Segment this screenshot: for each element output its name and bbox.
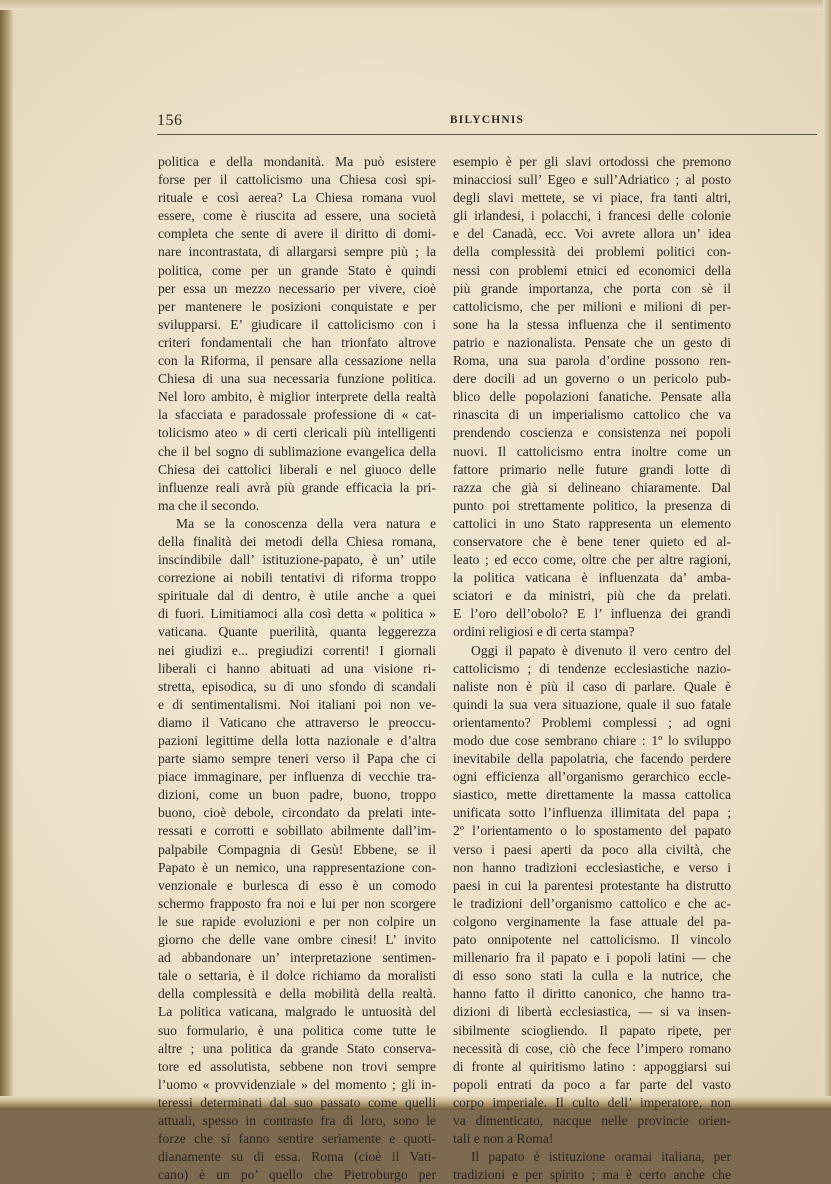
text-line: tolicismo ateo » di certi clericali più intelligenti bbox=[158, 425, 436, 441]
text-line: di fuori. Limitiamoci alla così detta « politica » bbox=[158, 606, 436, 622]
text-line: leato ; ed ecco come, oltre che per altre ragioni, bbox=[453, 552, 731, 568]
text-line: non hanno tradizioni ecclesiastiche, e verso i bbox=[453, 859, 731, 875]
text-line: della complessità e della mobilità della realtà. bbox=[158, 986, 436, 1002]
text-line: fattore primario nelle future grandi lotte di bbox=[453, 461, 731, 477]
text-line: La politica vaticana, malgrado le untuosità del bbox=[158, 1004, 436, 1020]
text-line: inevitabile della papolatria, che facendo perdere bbox=[453, 751, 731, 767]
text-line: piace immaginare, per influenza di vecchie tra- bbox=[158, 769, 436, 785]
text-line: schermo frapposto fra noi e lui per non scorgere bbox=[158, 895, 436, 911]
text-line: liberali ci hanno abituati ad una visione ri- bbox=[158, 660, 436, 676]
text-line: gli irlandesi, i polacchi, i francesi delle colonie bbox=[453, 208, 731, 224]
page-top-edge bbox=[0, 0, 831, 10]
text-line: suo formulario, è una politica come tutte le bbox=[158, 1022, 436, 1038]
text-line: diamo il Vaticano che attraverso le preoccu- bbox=[158, 714, 436, 730]
text-line: giorno che delle vane ombre cinesi! L’ invito bbox=[158, 932, 436, 948]
text-line: cattolicismo ; di tendenze ecclesiastiche nazio- bbox=[453, 660, 731, 676]
text-line: ma che il secondo. bbox=[158, 497, 260, 513]
text-line: nei giudizi e... pregiudizi correnti! I giornali bbox=[158, 642, 436, 658]
text-line: influenze reali avrà più grande efficacia la pri- bbox=[158, 479, 436, 495]
text-line: siastico, mette direttamente la massa cattolica bbox=[453, 787, 731, 803]
text-line: la sfacciata e paradossale professione di « cat- bbox=[158, 407, 436, 423]
text-line: vaticana. Quante puerilità, quanta leggerezza bbox=[158, 624, 436, 640]
text-line: Ma se la conoscenza della vera natura e bbox=[176, 515, 436, 531]
header-rule bbox=[157, 134, 817, 135]
text-line: spirituale dal di dentro, è utile anche a quei bbox=[158, 588, 436, 604]
text-line: millenario fra il papato e i popoli latini — che bbox=[453, 950, 731, 966]
text-line: forze che si fanno sentire seriamente e quoti- bbox=[158, 1131, 436, 1147]
text-line: verso i paesi aperti da poco alla civiltà, che bbox=[453, 841, 731, 857]
text-line: dizioni, come un buon padre, buono, troppo bbox=[158, 787, 436, 803]
text-line: unificata sotto l’influenza illimitata del papa ; bbox=[453, 805, 731, 821]
text-line: pato onnipotente nel cattolicismo. Il vincolo bbox=[453, 932, 731, 948]
text-line: Papato è un nemico, una rappresentazione con- bbox=[158, 859, 436, 875]
text-line: Oggi il papato è divenuto il vero centro del bbox=[471, 642, 731, 658]
text-line: le tradizioni dell’organismo cattolico e che ac- bbox=[453, 895, 731, 911]
text-line: corpo imperiale. Il culto dell’ imperatore, non bbox=[453, 1094, 731, 1110]
text-line: conservatore che è bene tener quieto ed al- bbox=[453, 533, 731, 549]
text-line: Roma, una sua parola d’ordine possono ren- bbox=[453, 353, 731, 369]
text-line: della complessità dei problemi politici con- bbox=[453, 244, 731, 260]
text-line: degli slavi mettete, se vi piace, fra tanti altri, bbox=[453, 190, 731, 206]
text-line: correzione ai nobili tentativi di riforma troppo bbox=[158, 570, 436, 586]
text-line: di fronte al quiritismo latino : appoggiarsi sui bbox=[453, 1058, 731, 1074]
text-line: criteri fondamentali che han trionfato altrove bbox=[158, 334, 436, 350]
text-line: tali e non a Roma! bbox=[453, 1131, 554, 1147]
text-line: rinascita di un imperialismo cattolico che va bbox=[453, 407, 731, 423]
text-line: altre ; una politica da grande Stato conserva- bbox=[158, 1040, 436, 1056]
page-gutter-shadow bbox=[0, 0, 14, 1110]
text-line: hanno fatto il diritto canonico, che hanno tra- bbox=[453, 986, 731, 1002]
text-line: teressi determinati dal suo passato come quelli bbox=[158, 1094, 436, 1110]
text-line: Chiesa dei cattolici liberali e nel giuoco delle bbox=[158, 461, 436, 477]
page-right-edge bbox=[823, 0, 831, 1110]
text-line: esempio è per gli slavi ortodossi che premono bbox=[453, 154, 731, 169]
text-line: per essa un mezzo necessario per vivere, cioè bbox=[158, 280, 436, 296]
text-line: 2º l’orientamento o lo spostamento del papato bbox=[453, 823, 731, 839]
text-line: politica, come per un grande Stato è quindi bbox=[158, 262, 436, 278]
text-line: blico delle popolazioni fanatiche. Pensate alla bbox=[453, 389, 731, 405]
text-line: Nel loro ambito, è miglior interprete della realtà bbox=[158, 389, 436, 405]
text-line: nuovi. Il cattolicismo entra inoltre come un bbox=[453, 443, 731, 459]
text-line: ogni efficienza all’organismo gerarchico eccle- bbox=[453, 769, 731, 785]
text-line: attuali, spesso in contrasto fra di loro, sono le bbox=[158, 1112, 436, 1128]
page-number: 156 bbox=[157, 112, 183, 129]
text-line: la politica vaticana è influenzata da’ amba- bbox=[453, 570, 731, 586]
text-line: rituale e così aerea? La Chiesa romana vuol bbox=[158, 190, 436, 206]
text-line: colgono verginamente la fase attuale del pa- bbox=[453, 913, 731, 929]
text-line: stretta, episodica, su di uno sfondo di scandali bbox=[158, 678, 436, 694]
text-line: va dimenticato, nacque nelle provincie orien- bbox=[453, 1112, 731, 1128]
text-line: razza che già si delineano chiaramente. Dal bbox=[453, 479, 731, 495]
text-line: orientamento? Problemi complessi ; ad ogni bbox=[453, 714, 731, 730]
text-line: completa che sente di avere il diritto di domi- bbox=[158, 226, 436, 242]
text-line: della finalità dei metodi della Chiesa romana, bbox=[158, 533, 436, 549]
text-line: minacciosi sull’ Egeo e sull’Adriatico ; al posto bbox=[453, 172, 731, 188]
text-line: necessità di cose, ciò che fece l’impero romano bbox=[453, 1040, 731, 1056]
text-line: con la Riforma, il pensare alla cessazione nella bbox=[158, 353, 436, 369]
text-line: le sue rapide evoluzioni e per non colpire un bbox=[158, 913, 436, 929]
text-line: nare incontrastata, di allargarsi sempre più ; la bbox=[158, 244, 436, 260]
text-line: e di sentimentalismi. Noi italiani poi non ve- bbox=[158, 696, 436, 712]
text-line: punto poi strettamente politico, la presenza di bbox=[453, 497, 731, 513]
text-line: essere, come è riuscita ad essere, una società bbox=[158, 208, 436, 224]
text-line: ad abbandonare un’ interpretazione sentimen- bbox=[158, 950, 436, 966]
text-line: sibilmente sciogliendo. Il papato ripete, per bbox=[453, 1022, 731, 1038]
text-line: più grande importanza, che porta con sè il bbox=[453, 280, 731, 296]
left-text-column bbox=[158, 153, 436, 1184]
text-line: tradizioni e per spirito ; ma è certo anche che bbox=[453, 1167, 731, 1183]
text-line: per mantenere le posizioni conquistate e per bbox=[158, 298, 436, 314]
text-line: tore ed assolutista, sebbene non trovi sempre bbox=[158, 1058, 436, 1074]
text-line: cattolici in uno Stato rappresenta un elemento bbox=[453, 515, 731, 531]
text-line: inscindibile dall’ istituzione-papato, è un’ utile bbox=[158, 552, 436, 568]
text-line: dizioni di libertà ecclesiastica, — si va insen- bbox=[453, 1004, 731, 1020]
text-line: nessi con problemi etnici ed economici della bbox=[453, 262, 731, 278]
text-line: dianamente su di essa. Roma (cioè il Vati- bbox=[158, 1149, 436, 1165]
text-line: Il papato è istituzione oramai italiana, per bbox=[471, 1149, 731, 1165]
text-line: modo due cose sembrano chiare : 1º lo sviluppo bbox=[453, 733, 731, 748]
text-line: prendendo coscienza e consistenza nei popoli bbox=[453, 425, 731, 441]
text-line: ordini religiosi e di certa stampa? bbox=[453, 624, 635, 640]
text-line: cano) è un po’ quello che Pietroburgo per bbox=[158, 1167, 436, 1183]
text-line: tale o settaria, è il dolce richiamo da moralisti bbox=[158, 968, 436, 984]
text-line: popoli entrati da poco a far parte del vasto bbox=[453, 1076, 731, 1092]
running-header bbox=[157, 112, 817, 134]
text-line: che il bel sogno di sublimazione evangelica della bbox=[158, 443, 436, 459]
text-line: politica e della mondanità. Ma può esistere bbox=[158, 154, 436, 169]
text-line: buono, cioè debole, circondato da prelati inte- bbox=[158, 805, 436, 821]
text-line: forse per il cattolicismo una Chiesa così spi- bbox=[158, 172, 436, 188]
text-line: parte siamo sempre teneri verso il Papa che ci bbox=[158, 751, 436, 767]
text-line: e del Canadà, ecc. Voi avrete allora un’ idea bbox=[453, 226, 731, 242]
text-line: sone ha la stessa influenza che il sentimento bbox=[453, 316, 731, 332]
text-line: l’uomo « provvidenziale » del momento ; gli in- bbox=[158, 1076, 436, 1092]
text-line: di esso sono stati la culla e la nutrice, che bbox=[453, 968, 731, 984]
text-line: paesi in cui la parentesi protestante ha distrutto bbox=[453, 877, 731, 893]
text-line: cattolicismo, che per milioni e milioni di per- bbox=[453, 298, 731, 314]
text-line: naliste non è più il caso di parlare. Quale è bbox=[453, 678, 731, 694]
text-line: palpabile Compagnia di Gesù! Ebbene, se il bbox=[158, 841, 436, 857]
text-line: pazioni legittime della lotta nazionale e d’altra bbox=[158, 733, 436, 748]
text-line: dere docili ad un governo o un pericolo pub- bbox=[453, 371, 731, 387]
text-line: Chiesa di una sua necessaria funzione politica. bbox=[158, 371, 436, 387]
right-text-column bbox=[453, 153, 731, 1184]
text-line: sciatori e da ministri, più che da prelati. bbox=[453, 588, 731, 604]
running-title: BILYCHNIS bbox=[449, 114, 525, 126]
text-line: patrio e nazionalista. Pensate che un gesto di bbox=[453, 334, 731, 350]
text-line: venzionale e burlesca di esso è un comodo bbox=[158, 877, 436, 893]
text-line: quindi la sua vera situazione, quale il suo fatale bbox=[453, 696, 731, 712]
text-line: E l’oro dell’obolo? E l’ influenza dei grandi bbox=[453, 606, 731, 622]
text-line: svilupparsi. E’ giudicare il cattolicismo con i bbox=[158, 316, 436, 332]
text-line: ressati e corrotti e sobillato abilmente dall’im- bbox=[158, 823, 436, 839]
